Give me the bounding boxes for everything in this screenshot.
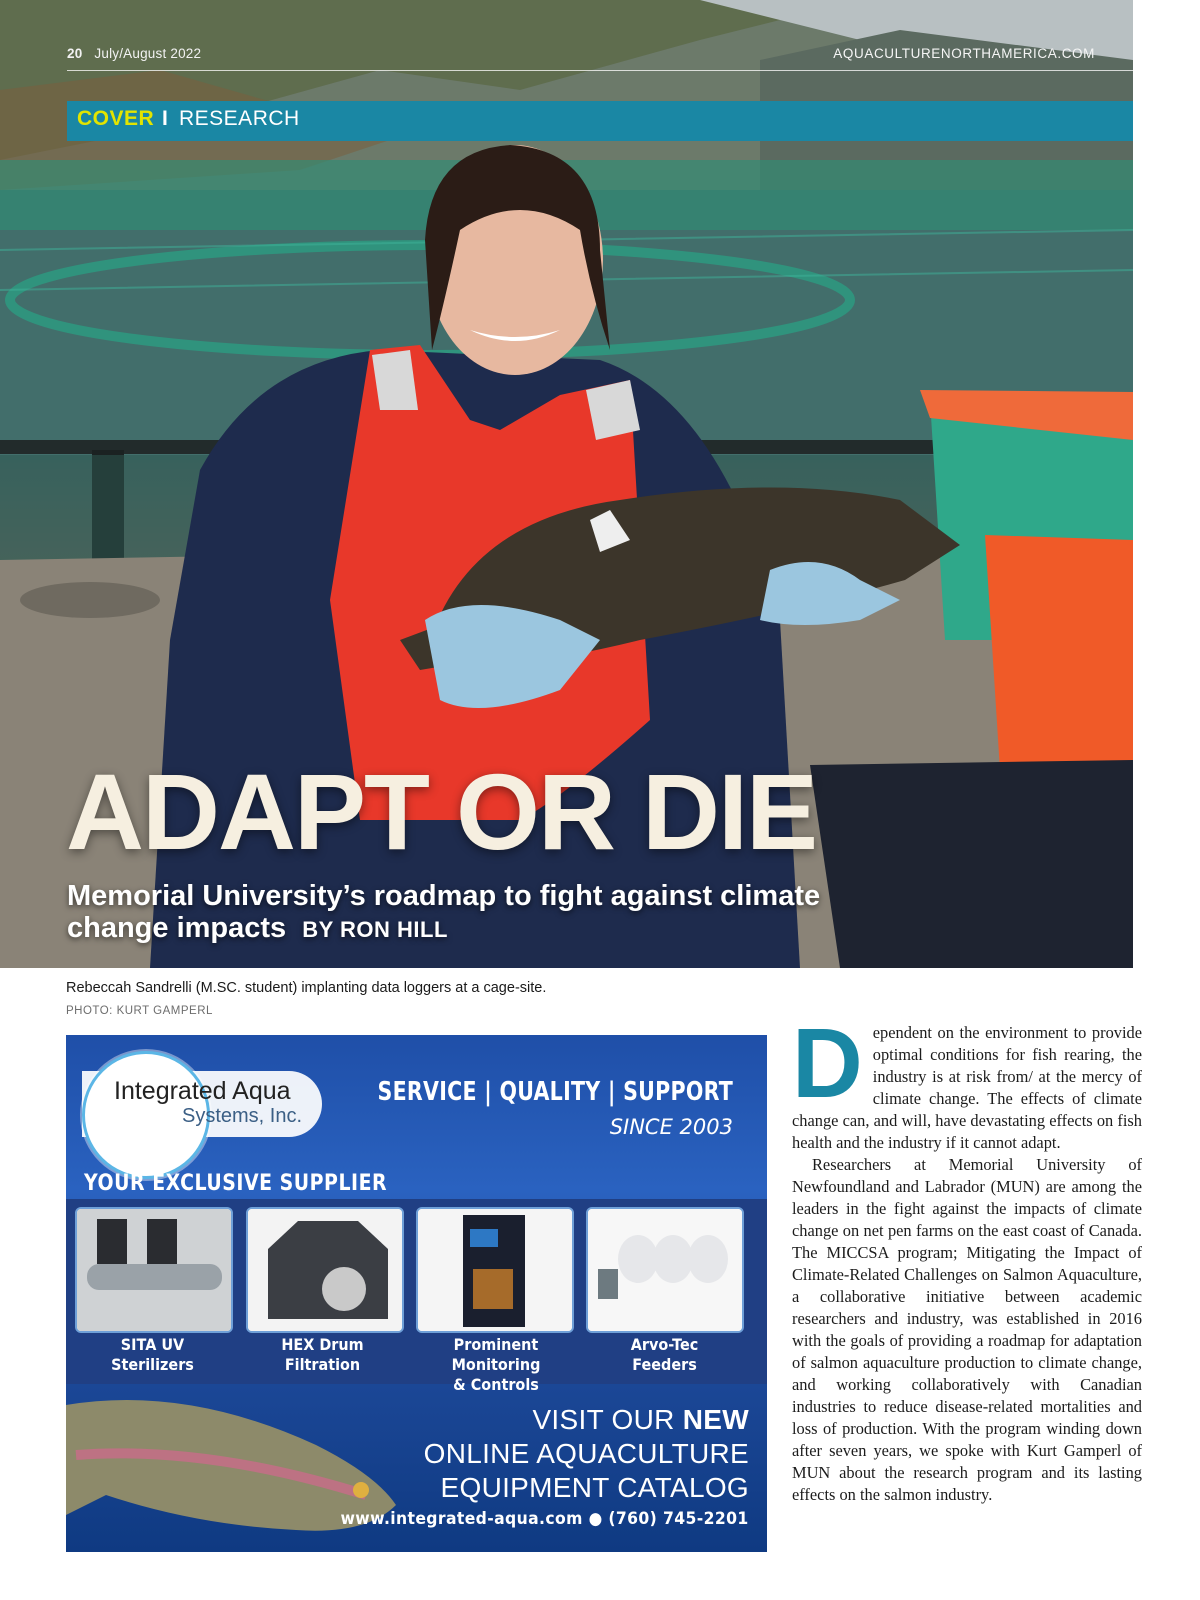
- paragraph-text: ependent on the environment to provide optimal conditions for fish rearing, the industry is at risk from/ at the mercy of climate change. The effects of climate change can, and will, have devastating effects on fish health and the industry if it cannot adapt.: [792, 1023, 1142, 1152]
- monitoring-controls-icon: [418, 1209, 572, 1331]
- visit-line: EQUIPMENT CATALOG: [440, 1472, 749, 1504]
- section-label: COVER: [77, 107, 155, 130]
- company-name: Integrated Aqua: [114, 1077, 291, 1105]
- product-image-monitoring: [416, 1207, 574, 1333]
- section-separator: I: [162, 107, 169, 130]
- folio: [67, 46, 201, 61]
- photo-credit: PHOTO: KURT GAMPERL: [66, 1005, 213, 1017]
- product-label-monitoring: [419, 1335, 574, 1395]
- advertisement[interactable]: [66, 1035, 767, 1552]
- visit-line: VISIT OUR: [532, 1404, 675, 1435]
- product-label-line: Arvo-Tec: [630, 1335, 699, 1354]
- product-label-line: Prominent Monitoring: [451, 1335, 541, 1374]
- product-label-line: Feeders: [632, 1355, 697, 1374]
- website-url[interactable]: AQUACULTURENORTHAMERICA.COM: [833, 46, 1095, 61]
- visit-line: ONLINE AQUACULTURE: [423, 1438, 749, 1470]
- page-number: 20: [67, 46, 83, 61]
- product-label-uv: [78, 1335, 227, 1375]
- byline: BY RON HILL: [302, 917, 448, 943]
- product-label-line: Sterilizers: [111, 1355, 194, 1374]
- feeders-icon: [588, 1209, 742, 1331]
- product-label-line: SITA UV: [120, 1335, 185, 1354]
- product-label-line: & Controls: [453, 1375, 539, 1394]
- product-label-feeders: [590, 1335, 739, 1375]
- ad-contact: [341, 1509, 749, 1529]
- deck: [67, 880, 847, 945]
- ad-exclusive: YOUR EXCLUSIVE SUPPLIER: [84, 1171, 388, 1196]
- section-band: [67, 101, 1133, 141]
- product-image-drum-filter: [246, 1207, 404, 1333]
- issue-date: July/August 2022: [94, 46, 202, 61]
- section-category: RESEARCH: [179, 107, 300, 130]
- article-body: [792, 1008, 1142, 1506]
- visit-new: NEW: [682, 1404, 749, 1435]
- drum-filter-icon: [248, 1209, 402, 1331]
- headline: ADAPT OR DIE: [66, 751, 817, 872]
- article-paragraph: Researchers at Memorial University of Newfoundland and Labrador (MUN) are among the leaders in the fight against the impacts of climate change on net pen farms on the east coast of Canada. The MICCSA program; Mitigating the Impact of Climate-Related Challenges on Salmon Aquaculture, a collaborative initiative between academic researchers and industry, was established in 2016 with the goals of providing a roadmap for adaptation of salmon aquaculture production to climate change, and working collaboratively with Canadian industries to reduce disease-related mortalities and loss of production. With the program winding down after seven years, we spoke with Kurt Gamperl of MUN about the research program and its lasting effects on the salmon industry.: [792, 1155, 1142, 1504]
- deck-text: Memorial University’s roadmap to fight against climate change impacts: [67, 880, 821, 945]
- drop-cap: D: [792, 1008, 863, 1118]
- company-subname: Systems, Inc.: [182, 1105, 303, 1127]
- photo-caption: Rebeccah Sandrelli (M.SC. student) implanting data loggers at a cage-site.: [66, 980, 547, 996]
- product-label-line: Filtration: [284, 1355, 361, 1374]
- product-label-line: HEX Drum: [281, 1335, 364, 1354]
- product-image-uv-sterilizer: [75, 1207, 233, 1333]
- ad-tagline: SERVICE | QUALITY | SUPPORT: [377, 1077, 733, 1107]
- header-rule: [67, 70, 1133, 71]
- ad-since: SINCE 2003: [609, 1115, 733, 1139]
- bullet-icon: ●: [588, 1509, 603, 1529]
- ad-visit-message: [424, 1403, 749, 1505]
- ad-phone[interactable]: (760) 745-2201: [608, 1509, 749, 1529]
- product-image-feeders: [586, 1207, 744, 1333]
- article-paragraph: [792, 1008, 1142, 1154]
- ad-url-link[interactable]: www.integrated-aqua.com: [340, 1509, 584, 1529]
- uv-sterilizer-icon: [77, 1209, 231, 1331]
- product-label-drum: [248, 1335, 397, 1375]
